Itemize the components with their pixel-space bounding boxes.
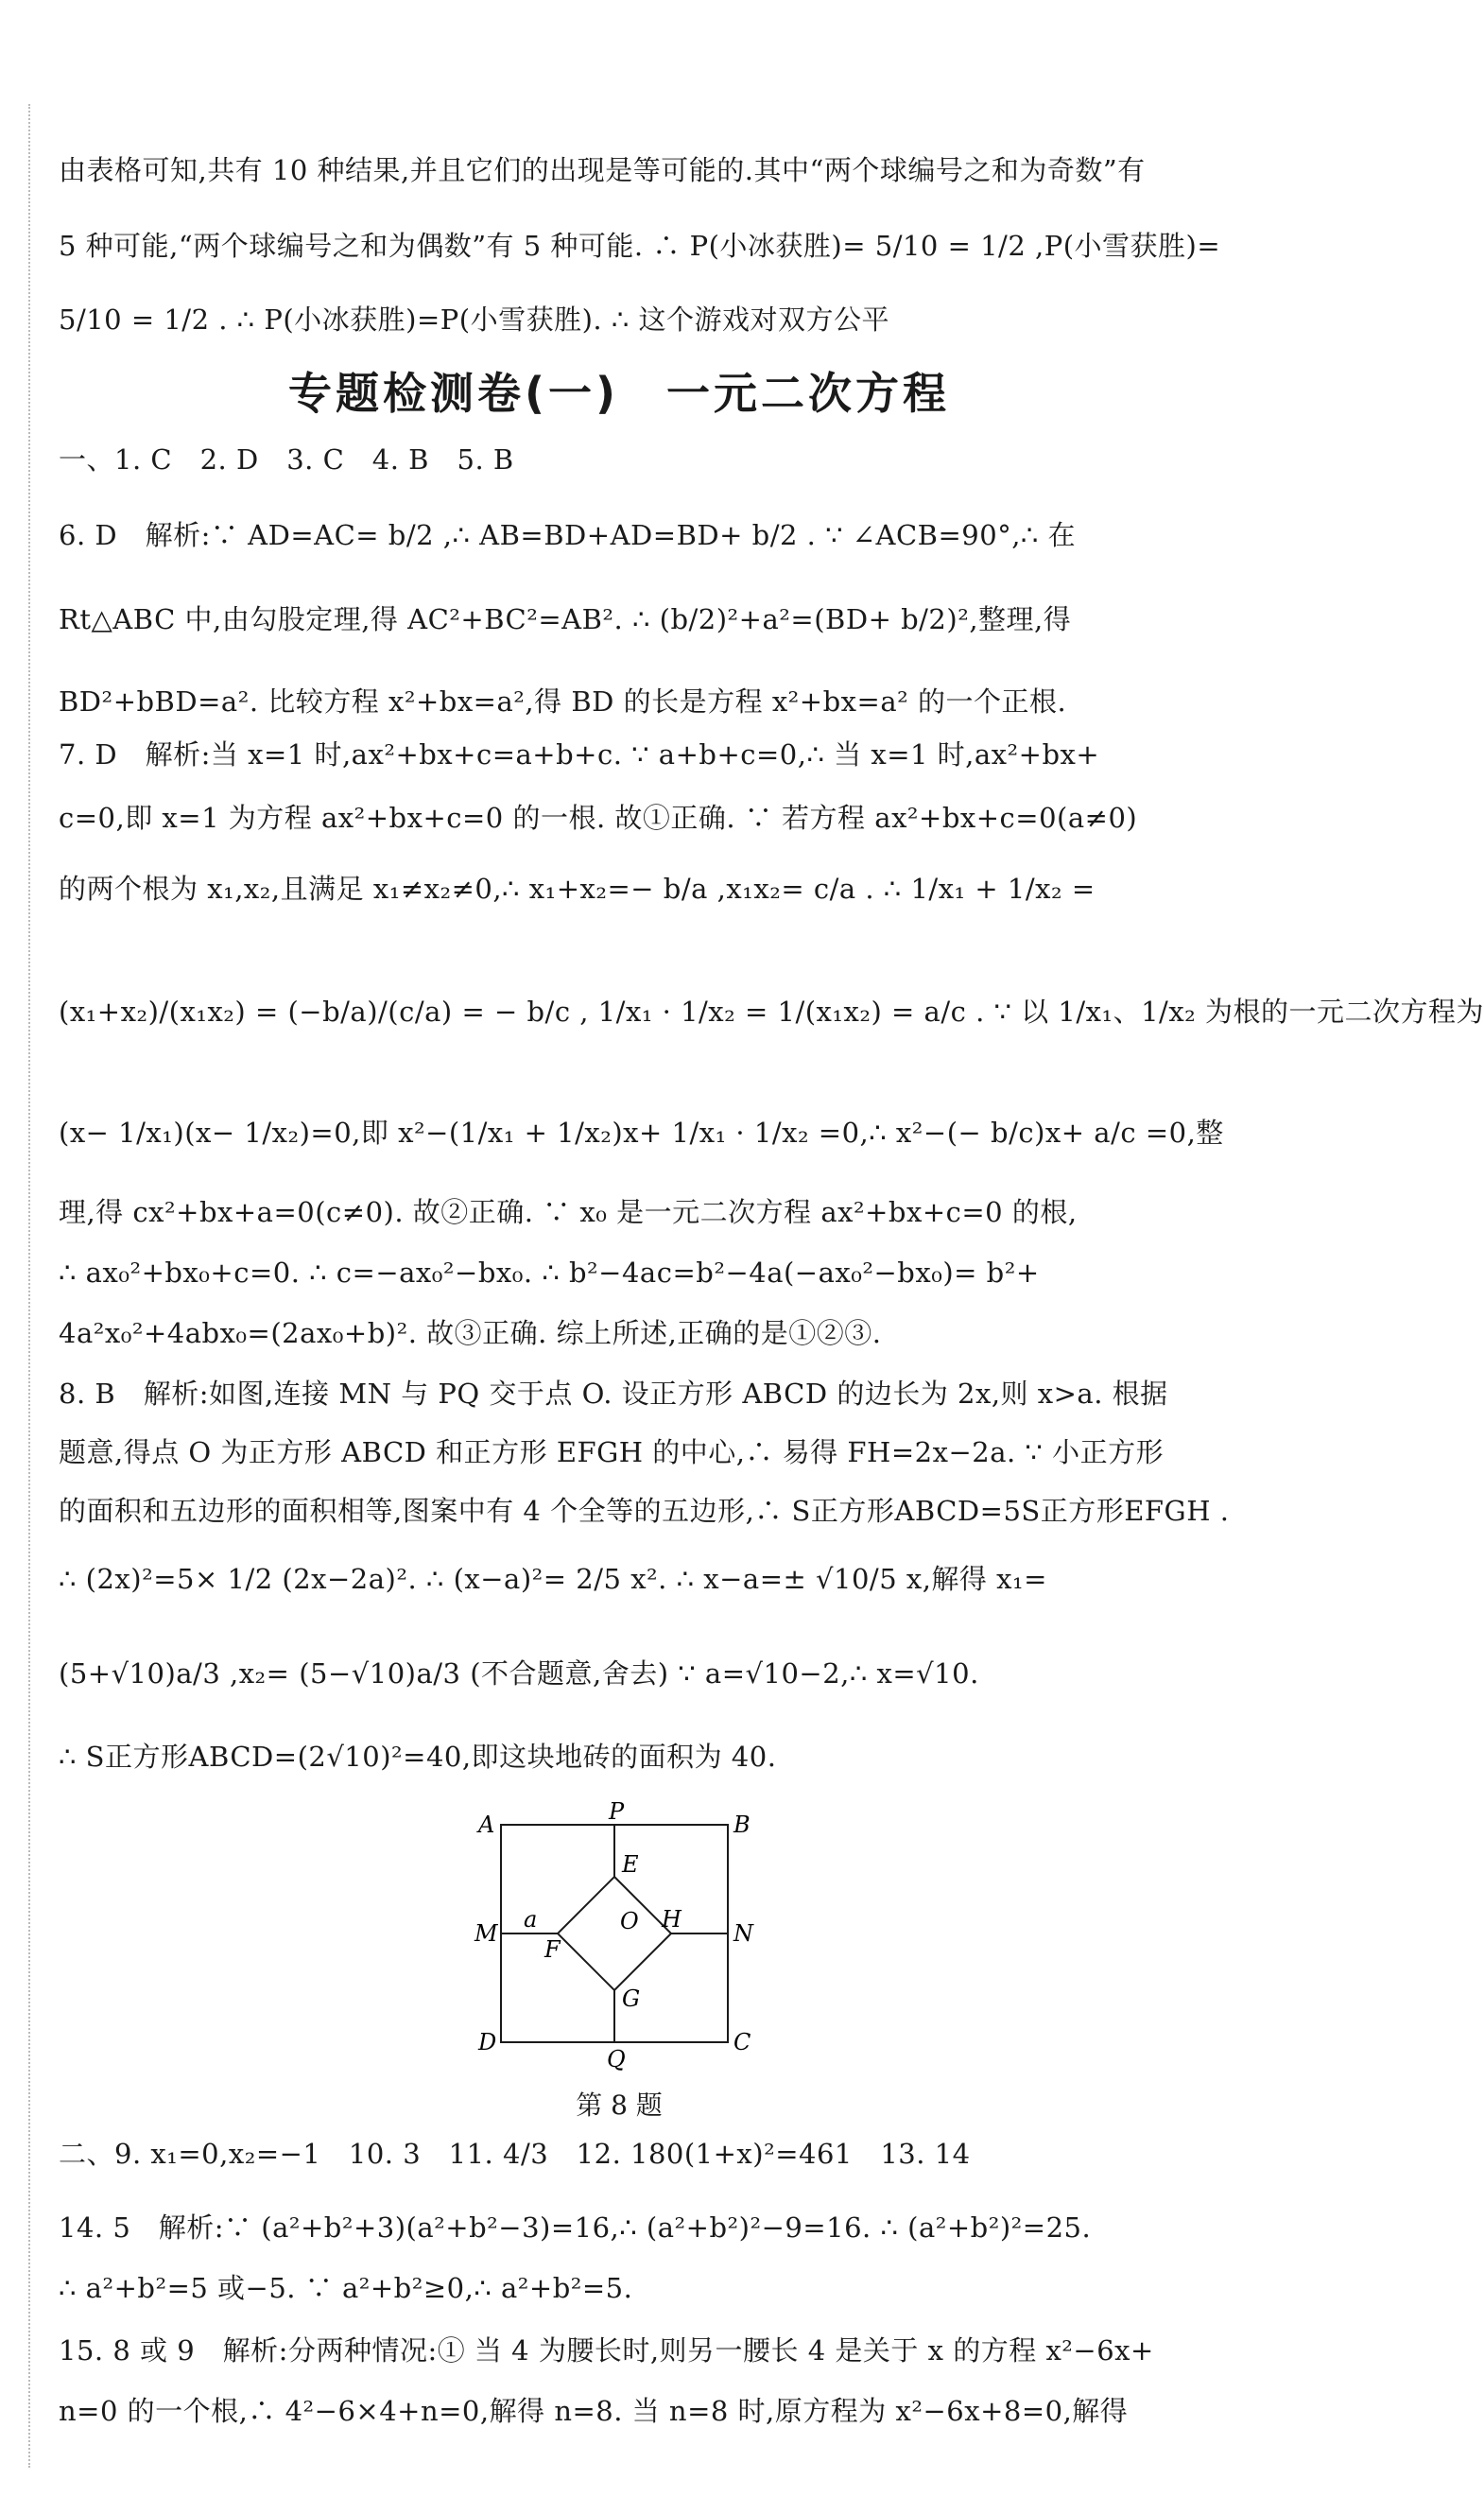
answers-fill: 二、9. x₁=0,x₂=−1 10. 3 11. 4/3 12. 180(1+x)²=461 13. 14 bbox=[59, 2138, 971, 2170]
q14-line-1: 14. 5 解析:∵ (a²+b²+3)(a²+b²−3)=16,∴ (a²+b²)²−9=16. ∴ (a²+b²)²=25. bbox=[59, 2211, 1092, 2244]
q8-line-3: 的面积和五边形的面积相等,图案中有 4 个全等的五边形,∴ S正方形ABCD=5S正方形EFGH . bbox=[59, 1495, 1230, 1527]
label-A: A bbox=[478, 1812, 495, 1838]
label-Q: Q bbox=[607, 2046, 626, 2072]
text-line-1: 由表格可知,共有 10 种结果,并且它们的出现是等可能的.其中“两个球编号之和为奇数”有 bbox=[59, 154, 1146, 186]
text-line-3: 5/10 = 1/2 . ∴ P(小冰获胜)=P(小雪获胜). ∴ 这个游戏对双方公平 bbox=[59, 303, 890, 336]
label-H: H bbox=[662, 1906, 682, 1933]
q8-line-1: 8. B 解析:如图,连接 MN 与 PQ 交于点 O. 设正方形 ABCD 的边长为 2x,则 x>a. 根据 bbox=[59, 1378, 1168, 1410]
q6-line-2: Rt△ABC 中,由勾股定理,得 AC²+BC²=AB². ∴ (b/2)²+a²=(BD+ b/2)²,整理,得 bbox=[59, 603, 1072, 635]
q7-line-2: c=0,即 x=1 为方程 ax²+bx+c=0 的一根. 故①正确. ∵ 若方程 ax²+bx+c=0(a≠0) bbox=[59, 802, 1138, 834]
q15-line-1: 15. 8 或 9 解析:分两种情况:① 当 4 为腰长时,则另一腰长 4 是关于 x 的方程 x²−6x+ bbox=[59, 2334, 1154, 2367]
section-title: 专题检测卷(一) 一元二次方程 bbox=[287, 368, 951, 419]
label-F: F bbox=[544, 1936, 561, 1963]
label-M: M bbox=[475, 1920, 498, 1947]
q8-line-5: (5+√10)a/3 ,x₂= (5−√10)a/3 (不合题意,舍去) ∵ a=√10−2,∴ x=√10. bbox=[59, 1657, 979, 1690]
q7-line-5: (x− 1/x₁)(x− 1/x₂)=0,即 x²−(1/x₁ + 1/x₂)x+ 1/x₁ · 1/x₂ =0,∴ x²−(− b/c)x+ a/c =0,整 bbox=[59, 1117, 1224, 1149]
q7-line-8: 4a²x₀²+4abx₀=(2ax₀+b)². 故③正确. 综上所述,正确的是①②③. bbox=[59, 1317, 882, 1349]
label-O: O bbox=[620, 1908, 639, 1934]
q7-line-6: 理,得 cx²+bx+a=0(c≠0). 故②正确. ∵ x₀ 是一元二次方程 ax²+bx+c=0 的根, bbox=[59, 1196, 1078, 1228]
q15-line-2: n=0 的一个根,∴ 4²−6×4+n=0,解得 n=8. 当 n=8 时,原方程为 x²−6x+8=0,解得 bbox=[59, 2395, 1129, 2427]
label-P: P bbox=[609, 1798, 625, 1825]
label-B: B bbox=[733, 1812, 751, 1838]
label-C: C bbox=[733, 2029, 751, 2055]
q14-line-2: ∴ a²+b²=5 或−5. ∵ a²+b²≥0,∴ a²+b²=5. bbox=[59, 2272, 633, 2304]
q6-line-3: BD²+bBD=a². 比较方程 x²+bx=a²,得 BD 的长是方程 x²+bx=a² 的一个正根. bbox=[59, 685, 1067, 718]
q7-line-1: 7. D 解析:当 x=1 时,ax²+bx+c=a+b+c. ∵ a+b+c=0,∴ 当 x=1 时,ax²+bx+ bbox=[59, 738, 1100, 771]
q8-figure bbox=[473, 1798, 756, 2072]
text-line-2: 5 种可能,“两个球编号之和为偶数”有 5 种可能. ∴ P(小冰获胜)= 5/10 = 1/2 ,P(小雪获胜)= bbox=[59, 230, 1221, 262]
q6-line-1: 6. D 解析:∵ AD=AC= b/2 ,∴ AB=BD+AD=BD+ b/2 . ∵ ∠ACB=90°,∴ 在 bbox=[59, 519, 1077, 551]
q8-line-6: ∴ S正方形ABCD=(2√10)²=40,即这块地砖的面积为 40. bbox=[59, 1741, 777, 1773]
label-G: G bbox=[622, 1985, 641, 2012]
figure-caption: 第 8 题 bbox=[576, 2090, 663, 2121]
label-E: E bbox=[622, 1851, 639, 1878]
q7-line-4: (x₁+x₂)/(x₁x₂) = (−b/a)/(c/a) = − b/c , 1/x₁ · 1/x₂ = 1/(x₁x₂) = a/c . ∵ 以 1/x₁、1/x₂ 为根的一元二次方程为 bbox=[59, 996, 1484, 1028]
label-a: a bbox=[524, 1906, 538, 1933]
label-D: D bbox=[478, 2029, 497, 2055]
q8-line-2: 题意,得点 O 为正方形 ABCD 和正方形 EFGH 的中心,∴ 易得 FH=2x−2a. ∵ 小正方形 bbox=[59, 1436, 1165, 1468]
q7-line-7: ∴ ax₀²+bx₀+c=0. ∴ c=−ax₀²−bx₀. ∴ b²−4ac=b²−4a(−ax₀²−bx₀)= b²+ bbox=[59, 1257, 1040, 1289]
q8-line-4: ∴ (2x)²=5× 1/2 (2x−2a)². ∴ (x−a)²= 2/5 x². ∴ x−a=± √10/5 x,解得 x₁= bbox=[59, 1563, 1047, 1595]
label-N: N bbox=[733, 1920, 753, 1947]
answers-choice: 一、1. C 2. D 3. C 4. B 5. B bbox=[59, 443, 514, 476]
q7-line-3: 的两个根为 x₁,x₂,且满足 x₁≠x₂≠0,∴ x₁+x₂=− b/a ,x₁x₂= c/a . ∴ 1/x₁ + 1/x₂ = bbox=[59, 873, 1096, 905]
